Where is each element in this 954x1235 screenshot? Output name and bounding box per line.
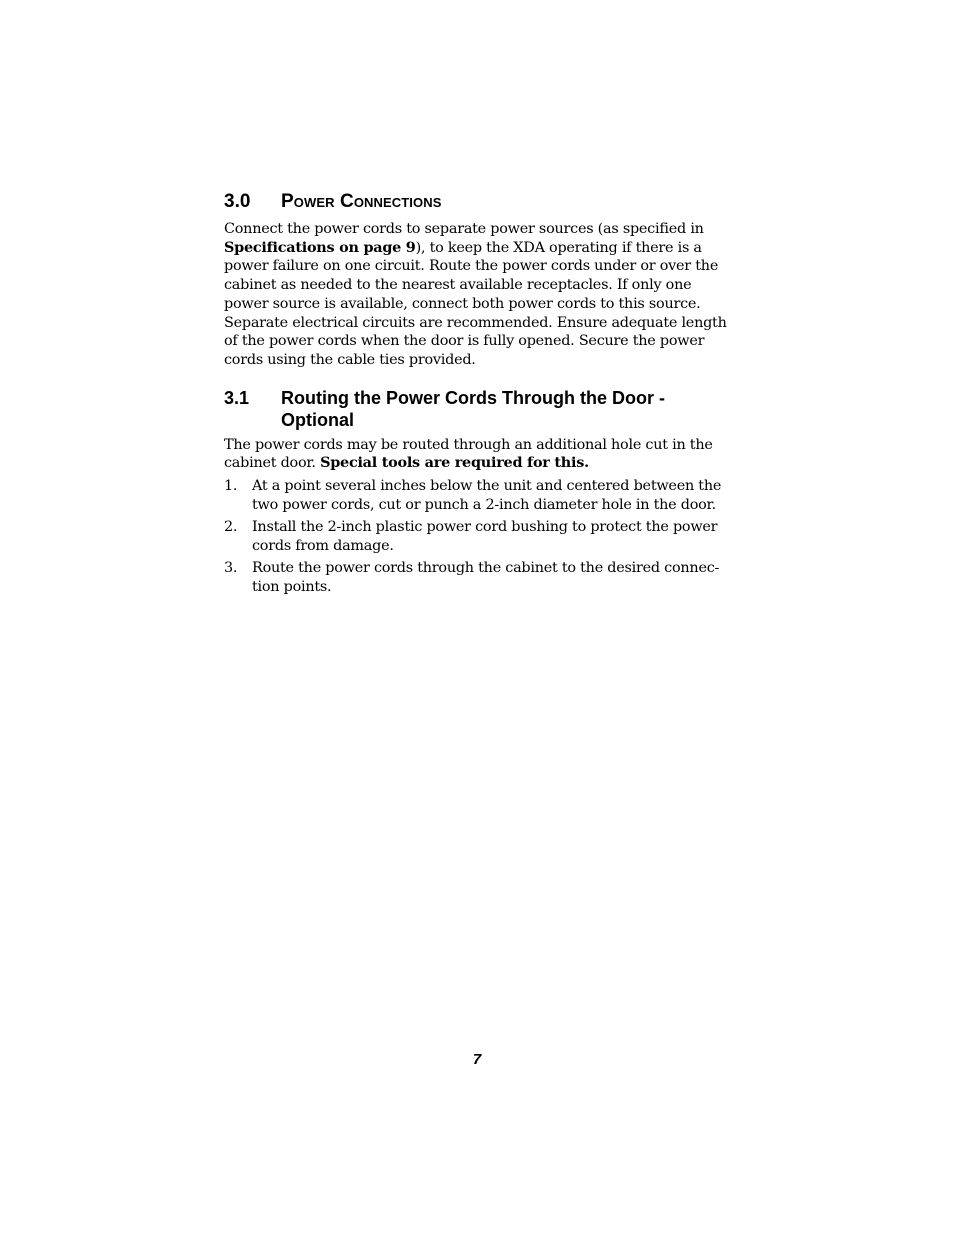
steps-list bbox=[224, 477, 730, 596]
page-content bbox=[224, 190, 730, 600]
section-number: 3.0 bbox=[224, 191, 251, 212]
specifications-reference: Specifications on page 9 bbox=[224, 238, 416, 256]
special-tools-note: Special tools are required for this. bbox=[320, 454, 589, 472]
step-text: Route the power cords through the cabinet to the desired connec-tion points. bbox=[252, 559, 720, 595]
step-number: 1. bbox=[224, 478, 238, 495]
list-item bbox=[224, 477, 730, 514]
section-title: Power Connections bbox=[281, 191, 442, 212]
subsection-title: Routing the Power Cords Through the Door - Optional bbox=[281, 387, 665, 430]
step-number: 2. bbox=[224, 518, 238, 535]
list-item bbox=[224, 559, 730, 596]
step-text: At a point several inches below the unit and centered between the two power cords, cut or punch a 2-inch diameter hole in the door. bbox=[252, 478, 722, 513]
section-heading bbox=[224, 190, 730, 214]
subsection-heading bbox=[224, 387, 730, 431]
subsection-intro bbox=[224, 436, 730, 473]
paragraph-text-2: ), to keep the XDA operating if there is a power failure on one circuit. Route the power cords under or over the cabinet as needed to the nearest available receptacles. If only one power source is available, connect both power cords to this source. Separate electrical circuits are recommended. Ensure adequate length of the power cords when the door is fully opened. Secure the power cords using the cable ties provided. bbox=[224, 239, 727, 368]
step-number: 3. bbox=[224, 559, 238, 576]
intro-text: The power cords may be routed through an additional hole cut in the cabinet door. bbox=[224, 436, 713, 472]
paragraph-text-1: Connect the power cords to separate power sources (as specified in bbox=[224, 221, 704, 237]
section-paragraph bbox=[224, 220, 730, 370]
list-item bbox=[224, 518, 730, 555]
subsection-number: 3.1 bbox=[224, 387, 250, 408]
step-text: Install the 2-inch plastic power cord bushing to protect the power cords from damage. bbox=[252, 518, 718, 554]
page-number: 7 bbox=[472, 1051, 482, 1068]
